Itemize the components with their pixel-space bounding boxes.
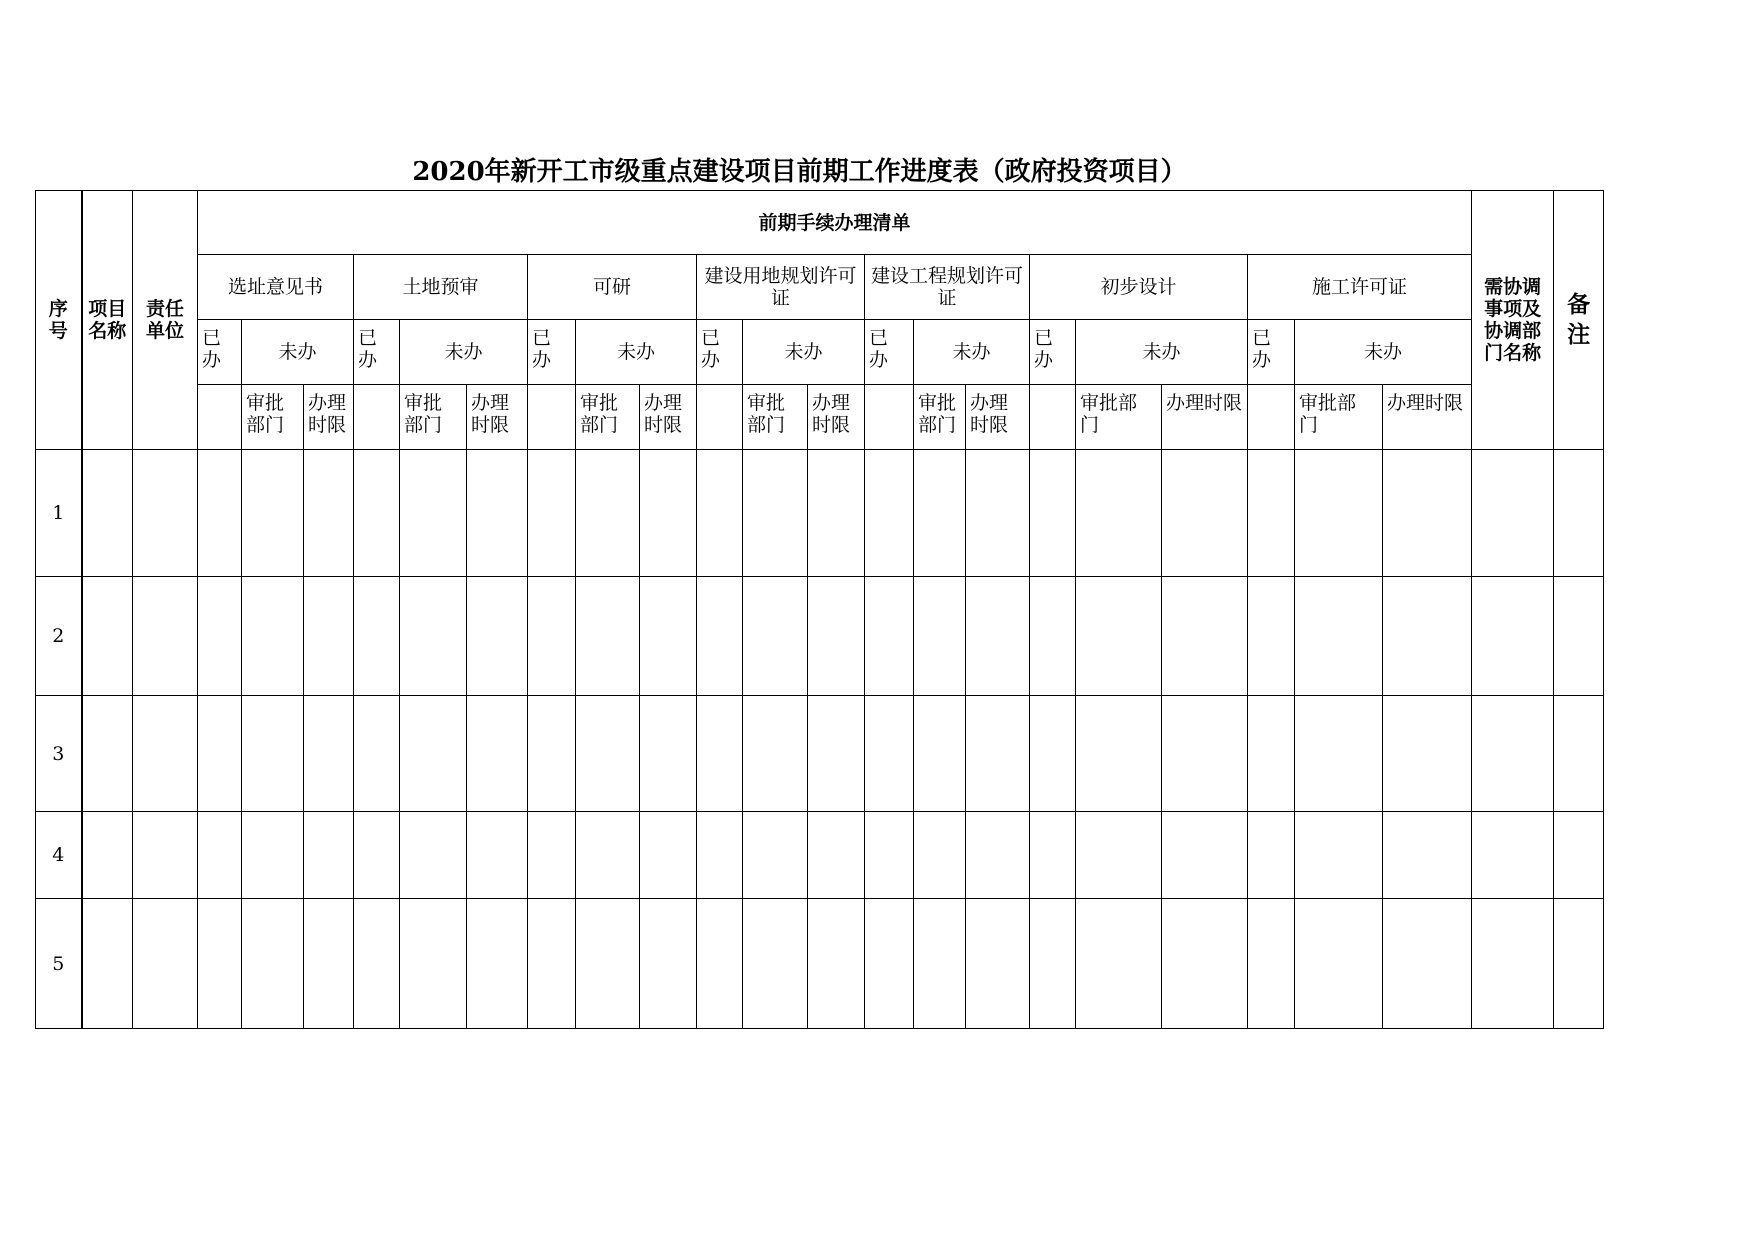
status-done: 已 办 bbox=[198, 320, 242, 385]
table-cell bbox=[865, 450, 914, 577]
table-cell bbox=[1248, 450, 1295, 577]
table-cell bbox=[82, 899, 133, 1029]
status-not-done: 未办 bbox=[400, 320, 528, 385]
table-row bbox=[36, 899, 1604, 1029]
table-cell bbox=[865, 899, 914, 1029]
detail-approval-dept: 审批部 门 bbox=[1076, 385, 1162, 450]
table-cell bbox=[1295, 450, 1383, 577]
table-cell bbox=[1076, 812, 1162, 899]
table-cell bbox=[1076, 450, 1162, 577]
status-done: 已 办 bbox=[1030, 320, 1076, 385]
table-cell bbox=[1295, 577, 1383, 696]
table-cell bbox=[1295, 899, 1383, 1029]
table-cell bbox=[640, 696, 697, 812]
header-row-status bbox=[36, 320, 1604, 385]
table-cell bbox=[198, 577, 242, 696]
detail-approval-dept: 审批 部门 bbox=[743, 385, 808, 450]
table-cell bbox=[1472, 696, 1554, 812]
table-cell bbox=[865, 577, 914, 696]
table-cell bbox=[467, 696, 528, 812]
status-done: 已 办 bbox=[354, 320, 400, 385]
table-cell bbox=[198, 450, 242, 577]
table-cell bbox=[1472, 812, 1554, 899]
table-cell bbox=[198, 812, 242, 899]
table-cell bbox=[1554, 450, 1604, 577]
status-not-done: 未办 bbox=[743, 320, 865, 385]
table-cell bbox=[467, 450, 528, 577]
table-cell bbox=[1383, 899, 1472, 1029]
table-cell bbox=[697, 577, 743, 696]
table-cell bbox=[808, 577, 865, 696]
table-cell bbox=[82, 577, 133, 696]
table-cell bbox=[640, 450, 697, 577]
table-cell bbox=[966, 899, 1030, 1029]
table-cell bbox=[304, 812, 354, 899]
table-cell bbox=[82, 450, 133, 577]
table-cell bbox=[914, 812, 966, 899]
table-cell bbox=[808, 696, 865, 812]
table-cell bbox=[1383, 577, 1472, 696]
table-cell bbox=[400, 899, 467, 1029]
table-cell bbox=[1295, 696, 1383, 812]
table-cell bbox=[1472, 899, 1554, 1029]
table-cell bbox=[242, 450, 304, 577]
detail-blank bbox=[1030, 385, 1076, 450]
table-cell bbox=[1383, 812, 1472, 899]
table-cell bbox=[400, 450, 467, 577]
table-cell bbox=[1076, 899, 1162, 1029]
table-cell bbox=[865, 812, 914, 899]
table-cell bbox=[1472, 450, 1554, 577]
header-row-1 bbox=[36, 191, 1604, 255]
table-cell bbox=[576, 577, 640, 696]
detail-time-limit: 办理 时限 bbox=[966, 385, 1030, 450]
table-cell bbox=[1162, 696, 1248, 812]
table-cell bbox=[133, 450, 198, 577]
detail-blank bbox=[1248, 385, 1295, 450]
row-seq: 5 bbox=[36, 899, 82, 1029]
table-cell bbox=[640, 899, 697, 1029]
table-cell bbox=[400, 577, 467, 696]
table-cell bbox=[304, 450, 354, 577]
table-cell bbox=[576, 899, 640, 1029]
detail-time-limit: 办理时限 bbox=[1162, 385, 1248, 450]
header-seq: 序 号 bbox=[36, 191, 82, 450]
table-cell bbox=[528, 450, 576, 577]
table-cell bbox=[304, 696, 354, 812]
table-cell bbox=[914, 450, 966, 577]
table-cell bbox=[1554, 696, 1604, 812]
table-cell bbox=[467, 899, 528, 1029]
table-cell bbox=[82, 812, 133, 899]
table-cell bbox=[528, 899, 576, 1029]
table-cell bbox=[808, 450, 865, 577]
table-cell bbox=[697, 812, 743, 899]
table-cell bbox=[914, 577, 966, 696]
table-cell bbox=[1383, 450, 1472, 577]
table-cell bbox=[1162, 577, 1248, 696]
table-cell bbox=[354, 577, 400, 696]
table-cell bbox=[1030, 812, 1076, 899]
table-cell bbox=[743, 899, 808, 1029]
detail-approval-dept: 审批 部门 bbox=[400, 385, 467, 450]
table-row bbox=[36, 577, 1604, 696]
status-not-done: 未办 bbox=[1076, 320, 1248, 385]
table-cell bbox=[133, 812, 198, 899]
header-row-detail bbox=[36, 385, 1604, 450]
table-cell bbox=[1472, 577, 1554, 696]
table-cell bbox=[1383, 696, 1472, 812]
table-cell bbox=[1162, 450, 1248, 577]
row-seq: 3 bbox=[36, 696, 82, 812]
table-cell bbox=[528, 577, 576, 696]
table-cell bbox=[1248, 696, 1295, 812]
table-cell bbox=[743, 696, 808, 812]
detail-time-limit: 办理 时限 bbox=[304, 385, 354, 450]
detail-approval-dept: 审批 部门 bbox=[242, 385, 304, 450]
table-cell bbox=[354, 450, 400, 577]
detail-blank bbox=[697, 385, 743, 450]
status-not-done: 未办 bbox=[914, 320, 1030, 385]
table-cell bbox=[743, 812, 808, 899]
procedure-name: 施工许可证 bbox=[1248, 255, 1472, 320]
header-responsible-unit: 责任 单位 bbox=[133, 191, 198, 450]
table-cell bbox=[1030, 696, 1076, 812]
detail-blank bbox=[865, 385, 914, 450]
table-cell bbox=[82, 696, 133, 812]
table-cell bbox=[242, 577, 304, 696]
table-cell bbox=[743, 450, 808, 577]
table-cell bbox=[966, 577, 1030, 696]
table-cell bbox=[400, 696, 467, 812]
table-cell bbox=[1554, 812, 1604, 899]
header-coordination: 需协调 事项及 协调部 门名称 bbox=[1472, 191, 1554, 450]
status-done: 已 办 bbox=[865, 320, 914, 385]
status-done: 已 办 bbox=[1248, 320, 1295, 385]
table-row bbox=[36, 812, 1604, 899]
table-row bbox=[36, 450, 1604, 577]
procedure-name: 可研 bbox=[528, 255, 697, 320]
procedure-name: 建设工程规划许可证 bbox=[865, 255, 1030, 320]
table-cell bbox=[966, 812, 1030, 899]
status-not-done: 未办 bbox=[576, 320, 697, 385]
table-cell bbox=[1162, 899, 1248, 1029]
table-cell bbox=[576, 812, 640, 899]
detail-time-limit: 办理 时限 bbox=[640, 385, 697, 450]
detail-blank bbox=[528, 385, 576, 450]
status-done: 已 办 bbox=[528, 320, 576, 385]
row-seq: 1 bbox=[36, 450, 82, 577]
procedure-name: 选址意见书 bbox=[198, 255, 354, 320]
table-cell bbox=[304, 577, 354, 696]
table-cell bbox=[133, 899, 198, 1029]
detail-approval-dept: 审批 部门 bbox=[914, 385, 966, 450]
header-procedures-list: 前期手续办理清单 bbox=[198, 191, 1472, 255]
table-cell bbox=[1076, 696, 1162, 812]
table-cell bbox=[865, 696, 914, 812]
table-cell bbox=[1295, 812, 1383, 899]
row-seq: 4 bbox=[36, 812, 82, 899]
detail-blank bbox=[354, 385, 400, 450]
table-cell bbox=[1554, 899, 1604, 1029]
table-cell bbox=[242, 812, 304, 899]
table-cell bbox=[697, 899, 743, 1029]
detail-blank bbox=[198, 385, 242, 450]
status-not-done: 未办 bbox=[242, 320, 354, 385]
table-cell bbox=[966, 450, 1030, 577]
table-row bbox=[36, 696, 1604, 812]
table-cell bbox=[354, 696, 400, 812]
table-cell bbox=[1248, 577, 1295, 696]
table-cell bbox=[743, 577, 808, 696]
table-cell bbox=[400, 812, 467, 899]
table-cell bbox=[133, 696, 198, 812]
table-cell bbox=[1030, 450, 1076, 577]
detail-time-limit: 办理 时限 bbox=[467, 385, 528, 450]
table-cell bbox=[1076, 577, 1162, 696]
header-project-name: 项目 名称 bbox=[82, 191, 133, 450]
table-cell bbox=[914, 696, 966, 812]
row-seq: 2 bbox=[36, 577, 82, 696]
table-cell bbox=[808, 899, 865, 1029]
table-cell bbox=[467, 812, 528, 899]
header-row-procedures bbox=[36, 255, 1604, 320]
table-cell bbox=[914, 899, 966, 1029]
table-cell bbox=[354, 899, 400, 1029]
table-cell bbox=[808, 812, 865, 899]
header-remarks: 备 注 bbox=[1554, 191, 1604, 450]
progress-table bbox=[35, 190, 1604, 1029]
detail-approval-dept: 审批 部门 bbox=[576, 385, 640, 450]
detail-time-limit: 办理 时限 bbox=[808, 385, 865, 450]
table-cell bbox=[1030, 577, 1076, 696]
detail-approval-dept: 审批部 门 bbox=[1295, 385, 1383, 450]
table-cell bbox=[1248, 812, 1295, 899]
table-cell bbox=[1030, 899, 1076, 1029]
procedure-name: 建设用地规划许可证 bbox=[697, 255, 865, 320]
table-cell bbox=[242, 899, 304, 1029]
table-cell bbox=[354, 812, 400, 899]
table-cell bbox=[697, 696, 743, 812]
detail-time-limit: 办理时限 bbox=[1383, 385, 1472, 450]
table-cell bbox=[1162, 812, 1248, 899]
table-cell bbox=[198, 899, 242, 1029]
table-cell bbox=[304, 899, 354, 1029]
table-cell bbox=[1554, 577, 1604, 696]
table-cell bbox=[528, 812, 576, 899]
table-cell bbox=[640, 577, 697, 696]
table-cell bbox=[133, 577, 198, 696]
table-cell bbox=[242, 696, 304, 812]
table-cell bbox=[576, 696, 640, 812]
procedure-name: 土地预审 bbox=[354, 255, 528, 320]
table-cell bbox=[198, 696, 242, 812]
table-cell bbox=[966, 696, 1030, 812]
table-cell bbox=[576, 450, 640, 577]
status-not-done: 未办 bbox=[1295, 320, 1472, 385]
page-title: 2020年新开工市级重点建设项目前期工作进度表（政府投资项目） bbox=[412, 157, 1187, 187]
table-cell bbox=[640, 812, 697, 899]
status-done: 已 办 bbox=[697, 320, 743, 385]
table-cell bbox=[528, 696, 576, 812]
table-cell bbox=[1248, 899, 1295, 1029]
table-cell bbox=[467, 577, 528, 696]
table-cell bbox=[697, 450, 743, 577]
procedure-name: 初步设计 bbox=[1030, 255, 1248, 320]
